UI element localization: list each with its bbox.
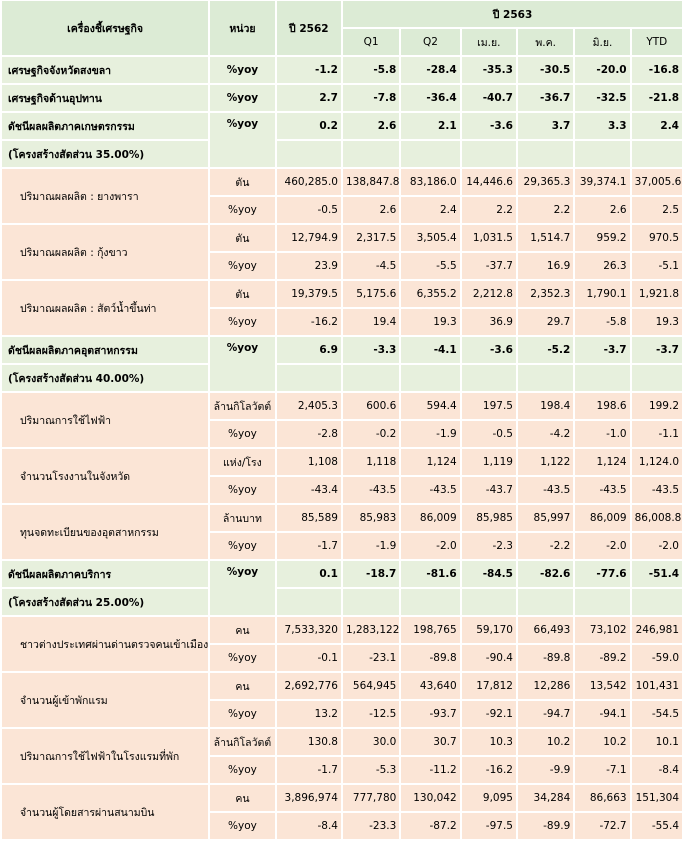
- section-empty-cell: [575, 141, 629, 167]
- item-row: [2, 225, 682, 251]
- item-yoy-value: -1.1: [632, 421, 682, 447]
- item-yoy-unit: %yoy: [210, 533, 274, 559]
- section-value: 2.6: [343, 113, 399, 139]
- item-unit: ตัน: [210, 169, 274, 195]
- item-value: 85,983: [343, 505, 399, 531]
- item-yoy-value: -59.0: [632, 645, 682, 671]
- item-yoy-value: 23.9: [277, 253, 341, 279]
- item-value: 130.8: [277, 729, 341, 755]
- item-label: ทุนจดทะเบียนของอุตสาหกรรม: [2, 505, 208, 559]
- item-yoy-value: -43.5: [343, 477, 399, 503]
- item-value: 10.2: [575, 729, 629, 755]
- item-yoy-value: -1.7: [277, 757, 341, 783]
- item-value: 1,790.1: [575, 281, 629, 307]
- item-value: 198.6: [575, 393, 629, 419]
- section-unit: %yoy: [210, 561, 274, 615]
- section-empty-cell: [462, 589, 516, 615]
- item-value: 959.2: [575, 225, 629, 251]
- item-yoy-value: 2.2: [518, 197, 573, 223]
- item-value: 130,042: [401, 785, 459, 811]
- item-yoy-value: 2.6: [343, 197, 399, 223]
- item-yoy-unit: %yoy: [210, 701, 274, 727]
- item-yoy-value: 29.7: [518, 309, 573, 335]
- item-yoy-value: -0.5: [462, 421, 516, 447]
- item-value: 1,122: [518, 449, 573, 475]
- item-value: 86,009: [401, 505, 459, 531]
- item-value: 1,124.0: [632, 449, 682, 475]
- section-row: [2, 113, 682, 139]
- item-value: 2,692,776: [277, 673, 341, 699]
- summary-value: -1.2: [277, 57, 341, 83]
- item-value: 19,379.5: [277, 281, 341, 307]
- item-value: 2,212.8: [462, 281, 516, 307]
- section-empty-cell: [632, 141, 682, 167]
- item-yoy-value: -89.2: [575, 645, 629, 671]
- item-yoy-value: -9.9: [518, 757, 573, 783]
- item-value: 198.4: [518, 393, 573, 419]
- item-yoy-value: -43.7: [462, 477, 516, 503]
- section-empty-cell: [575, 589, 629, 615]
- item-value: 7,533,320: [277, 617, 341, 643]
- item-value: 1,283,122: [343, 617, 399, 643]
- section-value: 3.7: [518, 113, 573, 139]
- item-value: 1,031.5: [462, 225, 516, 251]
- item-value: 10.3: [462, 729, 516, 755]
- summary-row: [2, 85, 682, 111]
- item-value: 14,446.6: [462, 169, 516, 195]
- item-yoy-value: -1.0: [575, 421, 629, 447]
- item-value: 970.5: [632, 225, 682, 251]
- section-empty-cell: [632, 365, 682, 391]
- item-value: 73,102: [575, 617, 629, 643]
- section-value: 2.4: [632, 113, 682, 139]
- section-empty-cell: [401, 589, 459, 615]
- summary-value: -35.3: [462, 57, 516, 83]
- summary-value: -28.4: [401, 57, 459, 83]
- item-row: [2, 673, 682, 699]
- header-year-2562: ปี 2562: [277, 1, 341, 55]
- item-yoy-value: -2.0: [401, 533, 459, 559]
- item-value: 1,119: [462, 449, 516, 475]
- section-value: -3.3: [343, 337, 399, 363]
- item-yoy-value: -90.4: [462, 645, 516, 671]
- item-yoy-value: -43.5: [518, 477, 573, 503]
- summary-value: -21.8: [632, 85, 682, 111]
- item-value: 29,365.3: [518, 169, 573, 195]
- item-value: 1,118: [343, 449, 399, 475]
- item-yoy-value: 16.9: [518, 253, 573, 279]
- item-yoy-value: -43.4: [277, 477, 341, 503]
- item-value: 1,108: [277, 449, 341, 475]
- section-value: -4.1: [401, 337, 459, 363]
- item-value: 13,542: [575, 673, 629, 699]
- item-value: 564,945: [343, 673, 399, 699]
- item-yoy-value: -94.7: [518, 701, 573, 727]
- section-empty-cell: [277, 589, 341, 615]
- header-col: มิ.ย.: [575, 29, 629, 55]
- item-yoy-value: -5.5: [401, 253, 459, 279]
- item-yoy-value: -2.2: [518, 533, 573, 559]
- item-label: ชาวต่างประเทศผ่านด่านตรวจคนเข้าเมือง: [2, 617, 208, 671]
- header-col: YTD: [632, 29, 682, 55]
- item-value: 12,286: [518, 673, 573, 699]
- item-value: 5,175.6: [343, 281, 399, 307]
- item-value: 151,304: [632, 785, 682, 811]
- item-label: จำนวนผู้โดยสารผ่านสนามบิน: [2, 785, 208, 839]
- item-value: 34,284: [518, 785, 573, 811]
- item-row: [2, 785, 682, 811]
- item-yoy-value: -8.4: [277, 813, 341, 839]
- item-yoy-value: -1.7: [277, 533, 341, 559]
- header-col: Q1: [343, 29, 399, 55]
- item-yoy-value: -8.4: [632, 757, 682, 783]
- section-empty-cell: [575, 365, 629, 391]
- item-row: [2, 505, 682, 531]
- item-yoy-value: -23.3: [343, 813, 399, 839]
- item-unit: ล้านบาท: [210, 505, 274, 531]
- section-value: -3.6: [462, 113, 516, 139]
- item-yoy-value: 19.4: [343, 309, 399, 335]
- summary-value: -32.5: [575, 85, 629, 111]
- item-label: จำนวนผู้เข้าพักแรม: [2, 673, 208, 727]
- item-yoy-value: -97.5: [462, 813, 516, 839]
- item-value: 37,005.6: [632, 169, 682, 195]
- item-value: 86,663: [575, 785, 629, 811]
- section-value: -82.6: [518, 561, 573, 587]
- item-value: 85,589: [277, 505, 341, 531]
- item-yoy-value: 26.3: [575, 253, 629, 279]
- item-value: 30.7: [401, 729, 459, 755]
- item-yoy-value: -55.4: [632, 813, 682, 839]
- item-value: 30.0: [343, 729, 399, 755]
- section-value: -77.6: [575, 561, 629, 587]
- item-yoy-value: -43.5: [632, 477, 682, 503]
- section-value: -81.6: [401, 561, 459, 587]
- item-unit: ตัน: [210, 281, 274, 307]
- item-yoy-unit: %yoy: [210, 253, 274, 279]
- item-yoy-value: -1.9: [343, 533, 399, 559]
- item-value: 777,780: [343, 785, 399, 811]
- item-value: 39,374.1: [575, 169, 629, 195]
- item-value: 3,505.4: [401, 225, 459, 251]
- item-value: 2,317.5: [343, 225, 399, 251]
- item-yoy-value: -2.0: [575, 533, 629, 559]
- item-yoy-value: -5.8: [575, 309, 629, 335]
- section-value: -3.7: [575, 337, 629, 363]
- item-value: 85,985: [462, 505, 516, 531]
- item-value: 1,124: [401, 449, 459, 475]
- item-yoy-value: -5.1: [632, 253, 682, 279]
- summary-value: -36.4: [401, 85, 459, 111]
- section-note: (โครงสร้างสัดส่วน 35.00%): [2, 141, 208, 167]
- item-label: ปริมาณการใช้ไฟฟ้าในโรงแรมที่พัก: [2, 729, 208, 783]
- section-value: -18.7: [343, 561, 399, 587]
- section-title: ดัชนีผลผลิตภาคเกษตรกรรม: [2, 113, 208, 139]
- section-note: (โครงสร้างสัดส่วน 40.00%): [2, 365, 208, 391]
- item-row: [2, 449, 682, 475]
- item-value: 246,981: [632, 617, 682, 643]
- item-yoy-value: -4.5: [343, 253, 399, 279]
- item-yoy-value: -0.1: [277, 645, 341, 671]
- section-value: -5.2: [518, 337, 573, 363]
- section-empty-cell: [518, 589, 573, 615]
- item-yoy-value: -89.8: [518, 645, 573, 671]
- item-yoy-value: 2.2: [462, 197, 516, 223]
- item-value: 66,493: [518, 617, 573, 643]
- summary-row: [2, 57, 682, 83]
- item-value: 59,170: [462, 617, 516, 643]
- section-value: 3.3: [575, 113, 629, 139]
- summary-value: 2.7: [277, 85, 341, 111]
- section-empty-cell: [632, 589, 682, 615]
- section-value: -84.5: [462, 561, 516, 587]
- section-value: -3.7: [632, 337, 682, 363]
- item-yoy-unit: %yoy: [210, 757, 274, 783]
- item-yoy-unit: %yoy: [210, 813, 274, 839]
- item-yoy-value: 2.5: [632, 197, 682, 223]
- item-value: 6,355.2: [401, 281, 459, 307]
- item-yoy-value: -12.5: [343, 701, 399, 727]
- summary-value: -36.7: [518, 85, 573, 111]
- item-value: 86,008.8: [632, 505, 682, 531]
- item-row: [2, 281, 682, 307]
- item-value: 43,640: [401, 673, 459, 699]
- item-yoy-value: -16.2: [462, 757, 516, 783]
- item-value: 198,765: [401, 617, 459, 643]
- item-unit: ตัน: [210, 225, 274, 251]
- item-yoy-value: -11.2: [401, 757, 459, 783]
- section-title: ดัชนีผลผลิตภาคอุตสาหกรรม: [2, 337, 208, 363]
- item-value: 1,921.8: [632, 281, 682, 307]
- section-empty-cell: [462, 365, 516, 391]
- section-note-row: [2, 141, 682, 167]
- summary-unit: %yoy: [210, 57, 274, 83]
- item-yoy-value: 2.4: [401, 197, 459, 223]
- item-value: 1,124: [575, 449, 629, 475]
- summary-unit: %yoy: [210, 85, 274, 111]
- section-empty-cell: [343, 589, 399, 615]
- item-label: ปริมาณผลผลิต : กุ้งขาว: [2, 225, 208, 279]
- section-empty-cell: [277, 141, 341, 167]
- item-yoy-unit: %yoy: [210, 645, 274, 671]
- item-yoy-unit: %yoy: [210, 421, 274, 447]
- item-value: 9,095: [462, 785, 516, 811]
- item-value: 1,514.7: [518, 225, 573, 251]
- section-empty-cell: [462, 141, 516, 167]
- item-yoy-value: -94.1: [575, 701, 629, 727]
- section-unit: %yoy: [210, 337, 274, 391]
- item-yoy-value: 13.2: [277, 701, 341, 727]
- item-yoy-value: -89.9: [518, 813, 573, 839]
- summary-value: -40.7: [462, 85, 516, 111]
- section-value: 2.1: [401, 113, 459, 139]
- item-unit: ล้านกิโลวัตต์: [210, 729, 274, 755]
- item-row: [2, 617, 682, 643]
- section-empty-cell: [343, 365, 399, 391]
- section-unit: %yoy: [210, 113, 274, 167]
- summary-label: เศรษฐกิจจังหวัดสงขลา: [2, 57, 208, 83]
- item-value: 138,847.8: [343, 169, 399, 195]
- header-col: Q2: [401, 29, 459, 55]
- item-row: [2, 393, 682, 419]
- item-yoy-value: -23.1: [343, 645, 399, 671]
- item-yoy-value: -0.5: [277, 197, 341, 223]
- item-value: 12,794.9: [277, 225, 341, 251]
- section-value: -51.4: [632, 561, 682, 587]
- item-unit: คน: [210, 673, 274, 699]
- item-yoy-value: -0.2: [343, 421, 399, 447]
- section-note: (โครงสร้างสัดส่วน 25.00%): [2, 589, 208, 615]
- header-col: พ.ค.: [518, 29, 573, 55]
- section-title: ดัชนีผลผลิตภาคบริการ: [2, 561, 208, 587]
- item-yoy-unit: %yoy: [210, 309, 274, 335]
- item-yoy-value: 2.6: [575, 197, 629, 223]
- item-value: 3,896,974: [277, 785, 341, 811]
- summary-value: -7.8: [343, 85, 399, 111]
- item-value: 17,812: [462, 673, 516, 699]
- item-yoy-value: -72.7: [575, 813, 629, 839]
- item-yoy-value: -87.2: [401, 813, 459, 839]
- item-yoy-value: -43.5: [401, 477, 459, 503]
- item-unit: ล้านกิโลวัตต์: [210, 393, 274, 419]
- item-value: 86,009: [575, 505, 629, 531]
- item-yoy-value: -89.8: [401, 645, 459, 671]
- section-row: [2, 337, 682, 363]
- item-value: 83,186.0: [401, 169, 459, 195]
- summary-value: -5.8: [343, 57, 399, 83]
- item-yoy-value: -4.2: [518, 421, 573, 447]
- item-yoy-value: -92.1: [462, 701, 516, 727]
- item-yoy-unit: %yoy: [210, 197, 274, 223]
- item-value: 2,352.3: [518, 281, 573, 307]
- item-row: [2, 729, 682, 755]
- item-yoy-value: -1.9: [401, 421, 459, 447]
- section-empty-cell: [343, 141, 399, 167]
- item-yoy-value: 19.3: [632, 309, 682, 335]
- item-value: 594.4: [401, 393, 459, 419]
- summary-value: -16.8: [632, 57, 682, 83]
- section-note-row: [2, 365, 682, 391]
- item-value: 2,405.3: [277, 393, 341, 419]
- section-value: 0.1: [277, 561, 341, 587]
- item-value: 600.6: [343, 393, 399, 419]
- summary-value: -20.0: [575, 57, 629, 83]
- item-yoy-value: -93.7: [401, 701, 459, 727]
- item-label: ปริมาณการใช้ไฟฟ้า: [2, 393, 208, 447]
- section-value: -3.6: [462, 337, 516, 363]
- item-value: 460,285.0: [277, 169, 341, 195]
- item-yoy-unit: %yoy: [210, 477, 274, 503]
- item-unit: แห่ง/โรง: [210, 449, 274, 475]
- item-yoy-value: -5.3: [343, 757, 399, 783]
- item-yoy-value: -43.5: [575, 477, 629, 503]
- section-note-row: [2, 589, 682, 615]
- item-label: จำนวนโรงงานในจังหวัด: [2, 449, 208, 503]
- header-indicator: เครื่องชี้เศรษฐกิจ: [2, 1, 208, 55]
- item-yoy-value: -2.3: [462, 533, 516, 559]
- item-yoy-value: -2.0: [632, 533, 682, 559]
- summary-value: -30.5: [518, 57, 573, 83]
- item-yoy-value: -16.2: [277, 309, 341, 335]
- section-empty-cell: [518, 365, 573, 391]
- item-label: ปริมาณผลผลิต : สัตว์น้ำขึ้นท่า: [2, 281, 208, 335]
- header-unit: หน่วย: [210, 1, 274, 55]
- item-yoy-value: -54.5: [632, 701, 682, 727]
- section-empty-cell: [401, 365, 459, 391]
- item-yoy-value: 36.9: [462, 309, 516, 335]
- header-year-2563: ปี 2563: [343, 1, 682, 27]
- section-empty-cell: [518, 141, 573, 167]
- item-unit: คน: [210, 785, 274, 811]
- section-value: 0.2: [277, 113, 341, 139]
- section-row: [2, 561, 682, 587]
- item-value: 101,431: [632, 673, 682, 699]
- item-value: 199.2: [632, 393, 682, 419]
- section-empty-cell: [401, 141, 459, 167]
- item-unit: คน: [210, 617, 274, 643]
- item-value: 197.5: [462, 393, 516, 419]
- header-col: เม.ย.: [462, 29, 516, 55]
- item-value: 10.2: [518, 729, 573, 755]
- section-empty-cell: [277, 365, 341, 391]
- item-yoy-value: -37.7: [462, 253, 516, 279]
- item-value: 10.1: [632, 729, 682, 755]
- item-row: [2, 169, 682, 195]
- item-yoy-value: -2.8: [277, 421, 341, 447]
- item-label: ปริมาณผลผลิต : ยางพารา: [2, 169, 208, 223]
- summary-label: เศรษฐกิจด้านอุปทาน: [2, 85, 208, 111]
- section-value: 6.9: [277, 337, 341, 363]
- item-yoy-value: -7.1: [575, 757, 629, 783]
- item-value: 85,997: [518, 505, 573, 531]
- item-yoy-value: 19.3: [401, 309, 459, 335]
